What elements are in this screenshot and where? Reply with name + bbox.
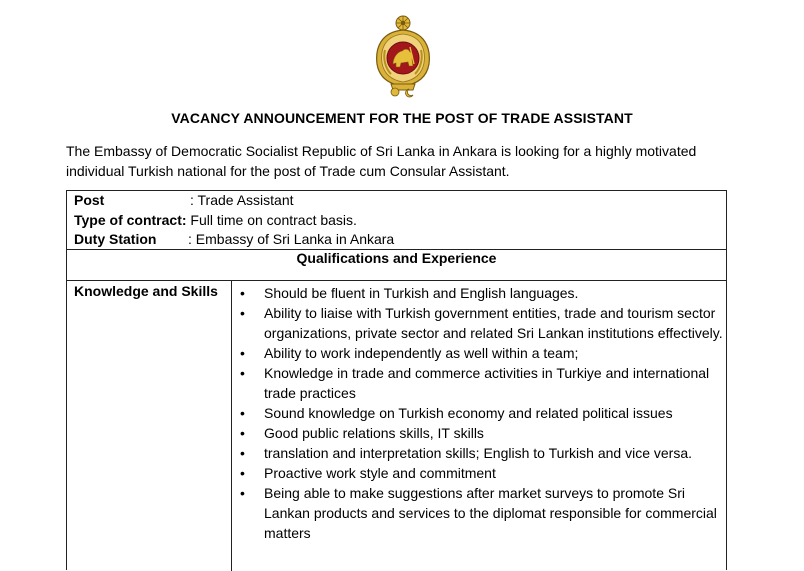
skill-text: Should be fluent in Turkish and English languages. [264, 285, 579, 301]
skill-item [240, 283, 725, 303]
skill-text: translation and interpretation skills; English to Turkish and vice versa. [264, 445, 692, 461]
post-label: Post [74, 192, 105, 208]
bullet-icon: • [240, 345, 245, 361]
bullet-icon: • [240, 405, 245, 421]
knowledge-skills-label: Knowledge and Skills [74, 283, 218, 299]
skill-item [240, 423, 725, 443]
skill-text: Knowledge in trade and commerce activities in Turkiye and international trade practices [264, 365, 710, 401]
bullet-icon: • [240, 305, 245, 321]
skill-text: Ability to work independently as well within a team; [264, 345, 579, 361]
job-details [74, 191, 395, 250]
skill-item [240, 303, 725, 343]
duty-station-label: Duty Station [74, 231, 157, 247]
contract-row [74, 211, 357, 231]
bullet-icon: • [240, 285, 245, 301]
duty-station-row [74, 230, 395, 250]
skill-item [240, 443, 725, 463]
skill-item [240, 343, 725, 363]
skill-text: Sound knowledge on Turkish economy and related political issues [264, 405, 673, 421]
post-value: : Trade Assistant [190, 192, 294, 208]
page-title: VACANCY ANNOUNCEMENT FOR THE POST OF TRADE ASSISTANT [171, 110, 633, 126]
table-divider [66, 280, 727, 281]
duty-station-value: : Embassy of Sri Lanka in Ankara [188, 231, 395, 247]
skill-item [240, 363, 725, 403]
skill-item [240, 463, 725, 483]
skill-text: Ability to liaise with Turkish government entities, trade and tourism sector organizations, private sector and related Sri Lankan institutions effectively. [264, 305, 723, 341]
contract-label: Type of contract: [74, 211, 187, 228]
contract-value: Full time on contract basis. [186, 211, 357, 228]
bullet-icon: • [240, 425, 245, 441]
bullet-icon: • [240, 365, 245, 381]
skill-item [240, 483, 725, 543]
skill-text: Being able to make suggestions after market surveys to promote Sri Lankan products and services to the diplomat responsible for commercial matters [264, 485, 717, 541]
bullet-icon: • [240, 485, 245, 501]
bullet-icon: • [240, 445, 245, 461]
skills-list [240, 283, 725, 543]
qualifications-heading: Qualifications and Experience [296, 250, 497, 266]
post-row [74, 191, 357, 211]
skill-text: Proactive work style and commitment [264, 465, 496, 481]
skill-item [240, 403, 725, 423]
intro-paragraph: The Embassy of Democratic Socialist Republic of Sri Lanka in Ankara is looking for a highly motivated individual Turkish national for the post of Trade cum Consular Assistant. [66, 143, 697, 179]
bullet-icon: • [240, 465, 245, 481]
skill-text: Good public relations skills, IT skills [264, 425, 484, 441]
column-divider [231, 281, 232, 571]
sri-lanka-emblem [369, 14, 437, 98]
